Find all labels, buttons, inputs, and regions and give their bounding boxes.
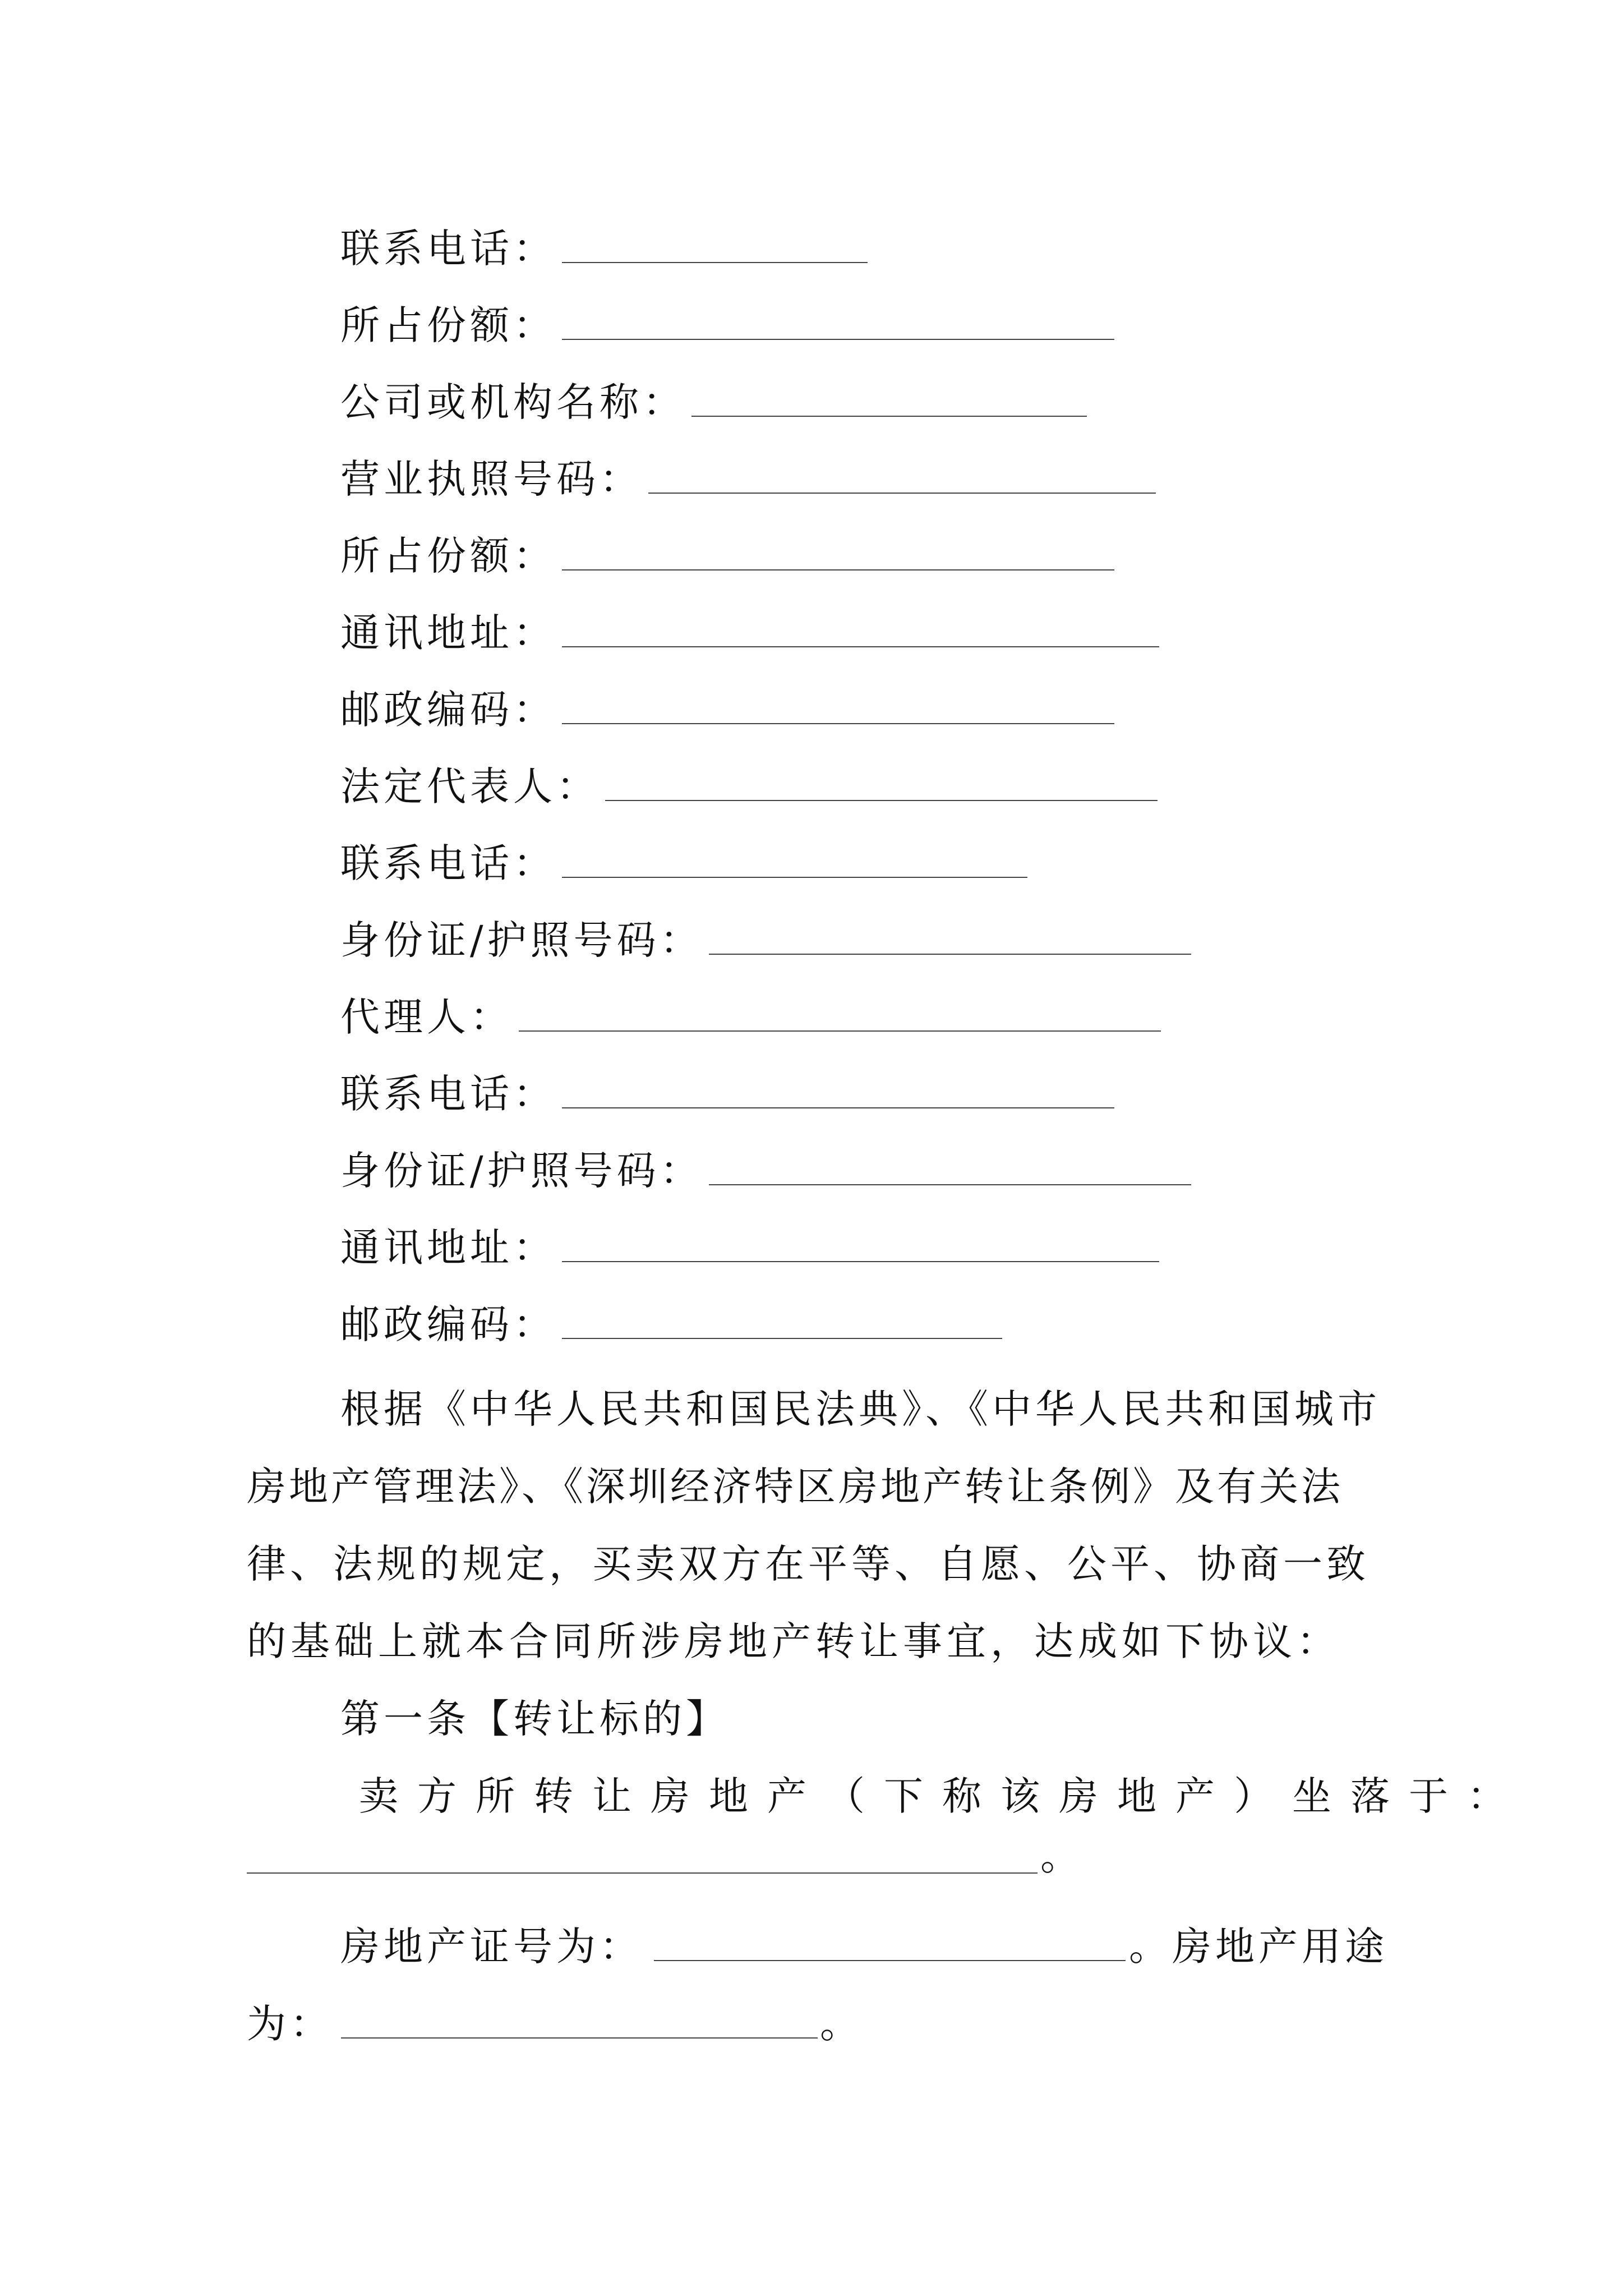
field-label: 邮政编码： bbox=[340, 686, 556, 733]
property-use-label: 为： bbox=[247, 2000, 333, 2047]
article-heading-text: 第一条【转让标的】 bbox=[340, 1695, 729, 1742]
blank-underline[interactable] bbox=[562, 646, 1159, 647]
property-use-blank[interactable] bbox=[341, 2037, 818, 2039]
preamble-line-1 bbox=[340, 1372, 1388, 1439]
id-passport-field-2[interactable] bbox=[340, 1137, 1191, 1198]
certificate-tail: 。房地产用途 bbox=[1129, 1923, 1388, 1970]
property-location-text: 卖方所转让房地产（下称该房地产）坐落于： bbox=[359, 1773, 1525, 1819]
location-end-mark: 。 bbox=[1040, 1833, 1080, 1879]
property-use-line bbox=[247, 1987, 859, 2054]
preamble-text: 房地产管理法》、《深圳经济特区房地产转让条例》及有关法 bbox=[247, 1463, 1343, 1510]
property-location-blank[interactable] bbox=[247, 1872, 1038, 1874]
phone-field-1[interactable] bbox=[340, 214, 868, 276]
preamble-text: 律、法规的规定，买卖双方在平等、自愿、公平、协商一致 bbox=[247, 1540, 1370, 1587]
company-name-field[interactable] bbox=[340, 368, 1087, 430]
phone-field-3[interactable] bbox=[340, 1060, 1114, 1121]
share-field-2[interactable] bbox=[340, 522, 1114, 583]
blank-underline[interactable] bbox=[562, 339, 1114, 340]
blank-underline[interactable] bbox=[648, 493, 1156, 494]
legal-representative-field[interactable] bbox=[340, 752, 1158, 814]
blank-underline[interactable] bbox=[562, 569, 1114, 570]
blank-underline[interactable] bbox=[562, 262, 868, 263]
business-license-field[interactable] bbox=[340, 445, 1156, 507]
preamble-line-2 bbox=[247, 1450, 1388, 1517]
blank-underline[interactable] bbox=[709, 954, 1191, 955]
phone-field-2[interactable] bbox=[340, 829, 1027, 891]
field-label: 联系电话： bbox=[340, 840, 556, 886]
certificate-blank[interactable] bbox=[654, 1960, 1126, 1961]
field-label: 代理人： bbox=[340, 993, 513, 1040]
certificate-label: 房地产证号为： bbox=[340, 1923, 643, 1970]
blank-underline[interactable] bbox=[562, 1107, 1114, 1108]
article-1-heading bbox=[340, 1682, 729, 1749]
preamble-text: 根据《中华人民共和国民法典》、《中华人民共和国城市 bbox=[340, 1386, 1381, 1432]
preamble-line-4 bbox=[247, 1604, 1388, 1672]
field-label: 身份证/护照号码： bbox=[340, 1147, 703, 1194]
blank-underline[interactable] bbox=[605, 800, 1158, 801]
property-use-end: 。 bbox=[820, 2000, 859, 2047]
address-field-2[interactable] bbox=[340, 1213, 1159, 1275]
field-label: 所占份额： bbox=[340, 302, 556, 348]
field-label: 联系电话： bbox=[340, 225, 556, 272]
share-field-1[interactable] bbox=[340, 291, 1114, 353]
blank-underline[interactable] bbox=[709, 1184, 1191, 1185]
blank-underline[interactable] bbox=[562, 877, 1027, 878]
blank-underline[interactable] bbox=[562, 723, 1114, 724]
postcode-field-1[interactable] bbox=[340, 675, 1114, 737]
property-location-line bbox=[359, 1759, 1525, 1826]
field-label: 身份证/护照号码： bbox=[340, 917, 703, 963]
blank-underline[interactable] bbox=[519, 1030, 1161, 1032]
postcode-field-2[interactable] bbox=[340, 1290, 1002, 1352]
id-passport-field-1[interactable] bbox=[340, 906, 1191, 968]
field-label: 所占份额： bbox=[340, 532, 556, 579]
address-field-1[interactable] bbox=[340, 599, 1159, 660]
preamble-line-3 bbox=[247, 1527, 1388, 1594]
preamble-text: 的基础上就本合同所涉房地产转让事宜，达成如下协议： bbox=[247, 1618, 1340, 1664]
blank-underline[interactable] bbox=[691, 416, 1087, 417]
field-label: 通讯地址： bbox=[340, 609, 556, 656]
blank-underline[interactable] bbox=[562, 1261, 1159, 1262]
field-label: 营业执照号码： bbox=[340, 455, 643, 502]
blank-underline[interactable] bbox=[562, 1338, 1002, 1339]
field-label: 公司或机构名称： bbox=[340, 379, 686, 425]
agent-field[interactable] bbox=[340, 983, 1161, 1045]
certificate-line bbox=[340, 1910, 1388, 1977]
field-label: 联系电话： bbox=[340, 1070, 556, 1117]
field-label: 法定代表人： bbox=[340, 763, 600, 809]
field-label: 通讯地址： bbox=[340, 1224, 556, 1271]
field-label: 邮政编码： bbox=[340, 1301, 556, 1347]
